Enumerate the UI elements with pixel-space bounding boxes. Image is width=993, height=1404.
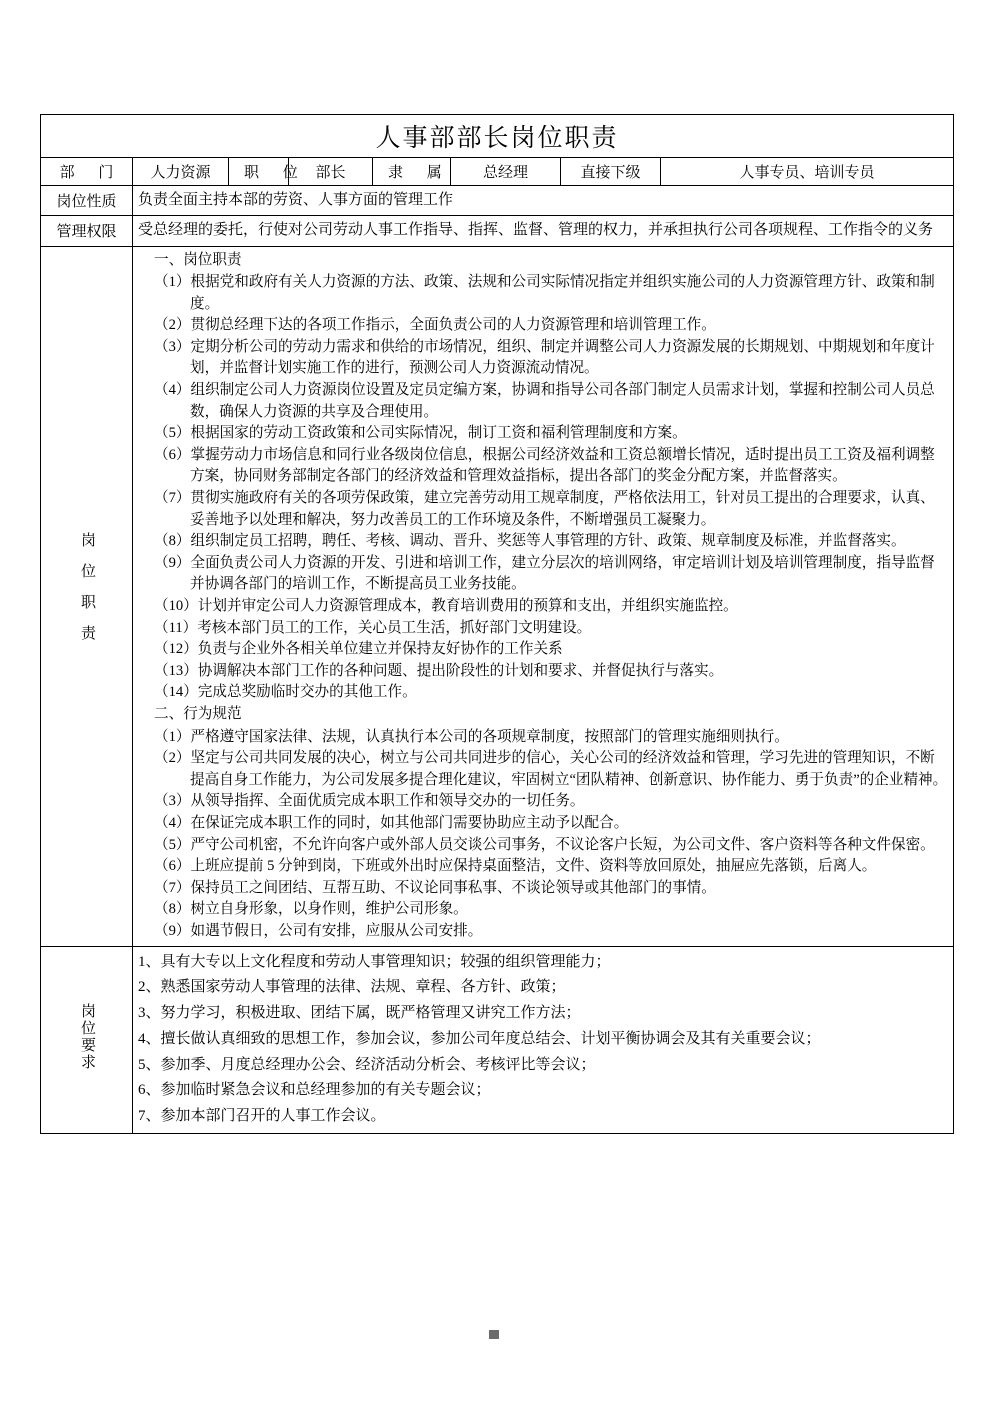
duty-item: （8）组织制定员工招聘，聘任、考核、调动、晋升、奖惩等人事管理的方针、政策、规章制度及标准，并监督落实。 (154, 533, 906, 550)
duty-item: （6）掌握劳动力市场信息和同行业各级岗位信息，根据公司经济效益和工资总额增长情况，适时提出员工工资及福利调整方案，协同财务部制定各部门的经济效益和管理效益指标，提出各部门的奖金分配方案，并监督落实。 (154, 446, 935, 485)
field-label-position: 职 位 (229, 158, 289, 186)
duty-item: （2）贯彻总经理下达的各项工作指示，全面负责公司的人力资源管理和培训管理工作。 (154, 317, 716, 334)
authority-row (41, 216, 954, 246)
duty-item: （11）考核本部门员工的工作，关心员工生活，抓好部门文明建设。 (154, 619, 592, 636)
duty-item: （5）根据国家的劳动工资政策和公司实际情况，制订工资和福利管理制度和方案。 (154, 425, 687, 442)
duty-item: （1）根据党和政府有关人力资源的方法、政策、法规和公司实际情况指定并组织实施公司的人力资源管理方针、政策和制度。 (154, 274, 935, 312)
requirement-item: 2、熟悉国家劳动人事管理的法律、法规、章程、各方针、政策； (138, 979, 566, 996)
field-value-direct-subordinates: 人事专员、培训专员 (661, 158, 954, 186)
conduct-item: （4）在保证完成本职工作的同时，如其他部门需要协助应主动予以配合。 (154, 814, 629, 831)
duty-item: （10）计划并审定公司人力资源管理成本，教育培训费用的预算和支出，并组织实施监控。 (154, 598, 738, 614)
conduct-item: （6）上班应提前 5 分钟到岗，下班或外出时应保持桌面整洁，文件、资料等放回原处，抽屉应先落锁，后离人。 (154, 858, 877, 875)
field-label-reports-to: 隶 属 (373, 158, 451, 186)
job-nature-row (41, 186, 954, 216)
row-content-job-nature: 负责全面主持本部的劳资、人事方面的管理工作 (133, 186, 954, 216)
header-info-row (41, 158, 954, 186)
duties-content (133, 246, 954, 946)
duty-item: （3）定期分析公司的劳动力需求和供给的市场情况，组织、制定并调整公司人力资源发展的长期规划、中期规划和年度计划，并监督计划实施工作的进行，预测公司人力资源流动情况。 (154, 338, 935, 377)
duty-item: （7）贯彻实施政府有关的各项劳保政策，建立完善劳动用工规章制度，严格依法用工，针对员工提出的合理要求，认真、妥善地予以处理和解决，努力改善员工的工作环境及条件，不断增强员工凝聚力。 (154, 490, 935, 528)
conduct-item: （5）严守公司机密，不允许向客户或外部人员交谈公司事务，不议论客户长短，为公司文件、客户资料等各种文件保密。 (154, 836, 935, 853)
field-label-direct-subordinates: 直接下级 (561, 158, 661, 186)
page-break-marker (489, 1330, 499, 1339)
field-value-department: 人力资源 (133, 158, 229, 186)
requirement-item: 7、参加本部门召开的人事工作会议。 (138, 1108, 386, 1125)
duty-item: （13）协调解决本部门工作的各种问题、提出阶段性的计划和要求、并督促执行与落实。 (154, 662, 724, 679)
page-title: 人事部部长岗位职责 (41, 115, 954, 158)
requirement-item: 4、擅长做认真细致的思想工作，参加会议，参加公司年度总结会、计划平衡协调会及其有关重要会议； (138, 1030, 821, 1047)
document-page (40, 114, 953, 1134)
row-label-authority: 管理权限 (41, 216, 133, 246)
requirement-item: 1、具有大专以上文化程度和劳动人事管理知识；较强的组织管理能力； (138, 953, 611, 970)
requirement-item: 6、参加临时紧急会议和总经理参加的有关专题会议； (138, 1082, 491, 1099)
duties-heading: 一、岗位职责 (154, 251, 242, 268)
duty-item: （14）完成总奖励临时交办的其他工作。 (154, 684, 417, 701)
conduct-heading: 二、行为规范 (154, 705, 242, 722)
row-label-requirements: 岗位要求 (41, 946, 133, 1134)
conduct-item: （3）从领导指挥、全面优质完成本职工作和领导交办的一切任务。 (154, 793, 585, 810)
conduct-item: （9）如遇节假日，公司有安排，应服从公司安排。 (154, 922, 483, 939)
requirement-item: 3、努力学习，积极进取、团结下属，既严格管理又讲究工作方法； (138, 1005, 581, 1022)
field-label-department: 部 门 (41, 158, 133, 186)
conduct-item: （2）坚定与公司共同发展的决心，树立与公司共同进步的信心，关心公司的经济效益和管理，学习先进的管理知识，不断提高自身工作能力，为公司发展多提合理化建议，牢固树立“团队精神、创新意识、协作能力、勇于负责”的企业精神。 (154, 750, 948, 788)
field-value-reports-to: 总经理 (451, 158, 561, 186)
row-label-job-nature: 岗位性质 (41, 186, 133, 216)
conduct-item: （8）树立自身形象，以身作则，维护公司形象。 (154, 901, 468, 918)
conduct-item: （7）保持员工之间团结、互帮互助、不议论同事私事、不谈论领导或其他部门的事情。 (154, 879, 716, 896)
requirements-content (133, 946, 954, 1134)
job-description-table (40, 114, 954, 1134)
requirement-item: 5、参加季、月度总经理办公会、经济活动分析会、考核评比等会议； (138, 1056, 596, 1073)
duties-row (41, 246, 954, 946)
row-content-authority: 受总经理的委托，行使对公司劳动人事工作指导、指挥、监督、管理的权力，并承担执行公司各项规程、工作指令的义务 (133, 216, 954, 246)
row-label-duties: 岗位职责 (41, 246, 133, 946)
conduct-item: （1）严格遵守国家法律、法规，认真执行本公司的各项规章制度，按照部门的管理实施细则执行。 (154, 728, 789, 745)
duty-item: （12）负责与企业外各相关单位建立并保持友好协作的工作关系 (154, 641, 563, 658)
duty-item: （4）组织制定公司人力资源岗位设置及定员定编方案，协调和指导公司各部门制定人员需求计划，掌握和控制公司人员总数，确保人力资源的共享及合理使用。 (154, 382, 935, 420)
title-row (41, 115, 954, 158)
duty-item: （9）全面负责公司人力资源的开发、引进和培训工作，建立分层次的培训网络，审定培训计划及培训管理制度，指导监督并协调各部门的培训工作，不断提高员工业务技能。 (154, 554, 935, 593)
requirements-row (41, 946, 954, 1134)
field-value-position: 部长 (289, 158, 373, 186)
